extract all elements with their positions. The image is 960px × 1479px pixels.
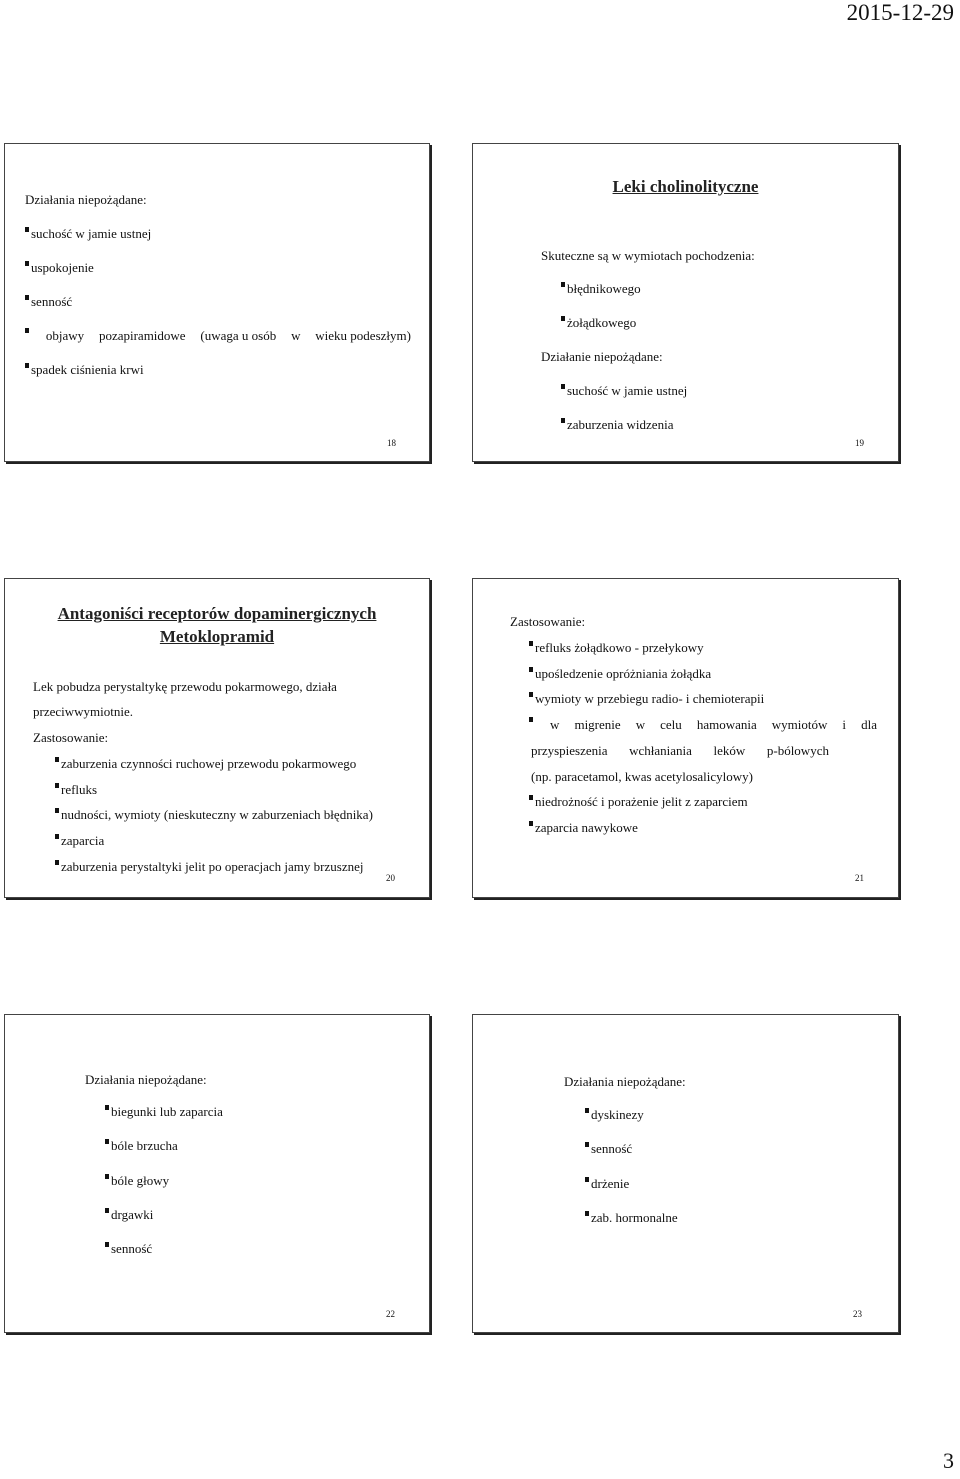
list-item: refluks (55, 782, 97, 798)
slide-paragraph-cont: przeciwwymiotnie. (33, 704, 133, 719)
list-item: upośledzenie opróżniania żołądka (529, 666, 711, 682)
list-item: zaparcia nawykowe (529, 820, 638, 836)
slide-heading: Działanie niepożądane: (541, 349, 663, 364)
slide-number: 23 (853, 1309, 862, 1319)
page-date: 2015-12-29 (846, 0, 954, 25)
list-item: senność (585, 1141, 632, 1157)
list-item: suchość w jamie ustnej (25, 226, 151, 242)
list-item: nudności, wymioty (nieskuteczny w zaburzeniach błędnika) (55, 807, 373, 823)
list-item: w migrenie w celu hamowania wymiotów i dla (529, 717, 877, 733)
slide-18 (4, 143, 430, 462)
slide-number: 22 (386, 1309, 395, 1319)
list-item: wymioty w przebiegu radio- i chemioterapii (529, 691, 764, 707)
list-item: drgawki (105, 1207, 153, 1223)
slide-heading: Działania niepożądane: (564, 1074, 686, 1089)
slide-heading: Zastosowanie: (510, 614, 586, 629)
list-item: zaburzenia widzenia (561, 417, 673, 433)
slide-number: 19 (855, 438, 864, 448)
slide-paragraph: Lek pobudza perystaltykę przewodu pokarmowego, działa (33, 679, 337, 694)
list-item: bóle brzucha (105, 1138, 178, 1154)
list-item: zaburzenia perystaltyki jelit po operacjach jamy brzusznej (55, 859, 363, 875)
page-number: 3 (943, 1448, 954, 1473)
list-item: błędnikowego (561, 281, 641, 297)
list-item-cont: przyspieszenia wchłaniania leków p-bólowych (531, 743, 829, 758)
list-item: uspokojenie (25, 260, 94, 276)
slide-title: Leki cholinolityczne (612, 177, 759, 196)
list-item: senność (25, 294, 72, 310)
slide-title: Antagoniści receptorów dopaminergicznych (57, 604, 377, 623)
slide-23 (472, 1014, 899, 1333)
list-item: zaparcia (55, 833, 104, 849)
list-item: objawy pozapiramidowe (uwaga u osób w wieku podeszłym) (25, 328, 411, 344)
slide-22 (4, 1014, 430, 1333)
slide-number: 21 (855, 873, 864, 883)
slide-heading: Działania niepożądane: (85, 1072, 207, 1087)
slide-number: 20 (386, 873, 395, 883)
slide-20 (4, 578, 430, 898)
list-item: bóle głowy (105, 1173, 169, 1189)
list-item: senność (105, 1241, 152, 1257)
list-item: zaburzenia czynności ruchowej przewodu pokarmowego (55, 756, 356, 772)
list-item: drżenie (585, 1176, 629, 1192)
list-item: dyskinezy (585, 1107, 644, 1123)
list-item: spadek ciśnienia krwi (25, 362, 144, 378)
list-item: refluks żołądkowo - przełykowy (529, 640, 704, 656)
list-item: biegunki lub zaparcia (105, 1104, 223, 1120)
list-item-cont: (np. paracetamol, kwas acetylosalicylowy) (531, 769, 753, 784)
list-item: suchość w jamie ustnej (561, 383, 687, 399)
slide-heading: Działania niepożądane: (25, 192, 147, 207)
list-item: zab. hormonalne (585, 1210, 678, 1226)
slide-heading: Zastosowanie: (33, 730, 109, 745)
slide-19 (472, 143, 899, 462)
slide-number: 18 (387, 438, 396, 448)
slide-21 (472, 578, 899, 898)
slide-intro: Skuteczne są w wymiotach pochodzenia: (541, 248, 755, 263)
list-item: żołądkowego (561, 315, 636, 331)
list-item: niedrożność i porażenie jelit z zaparciem (529, 794, 748, 810)
slide-subtitle: Metoklopramid (159, 627, 275, 646)
